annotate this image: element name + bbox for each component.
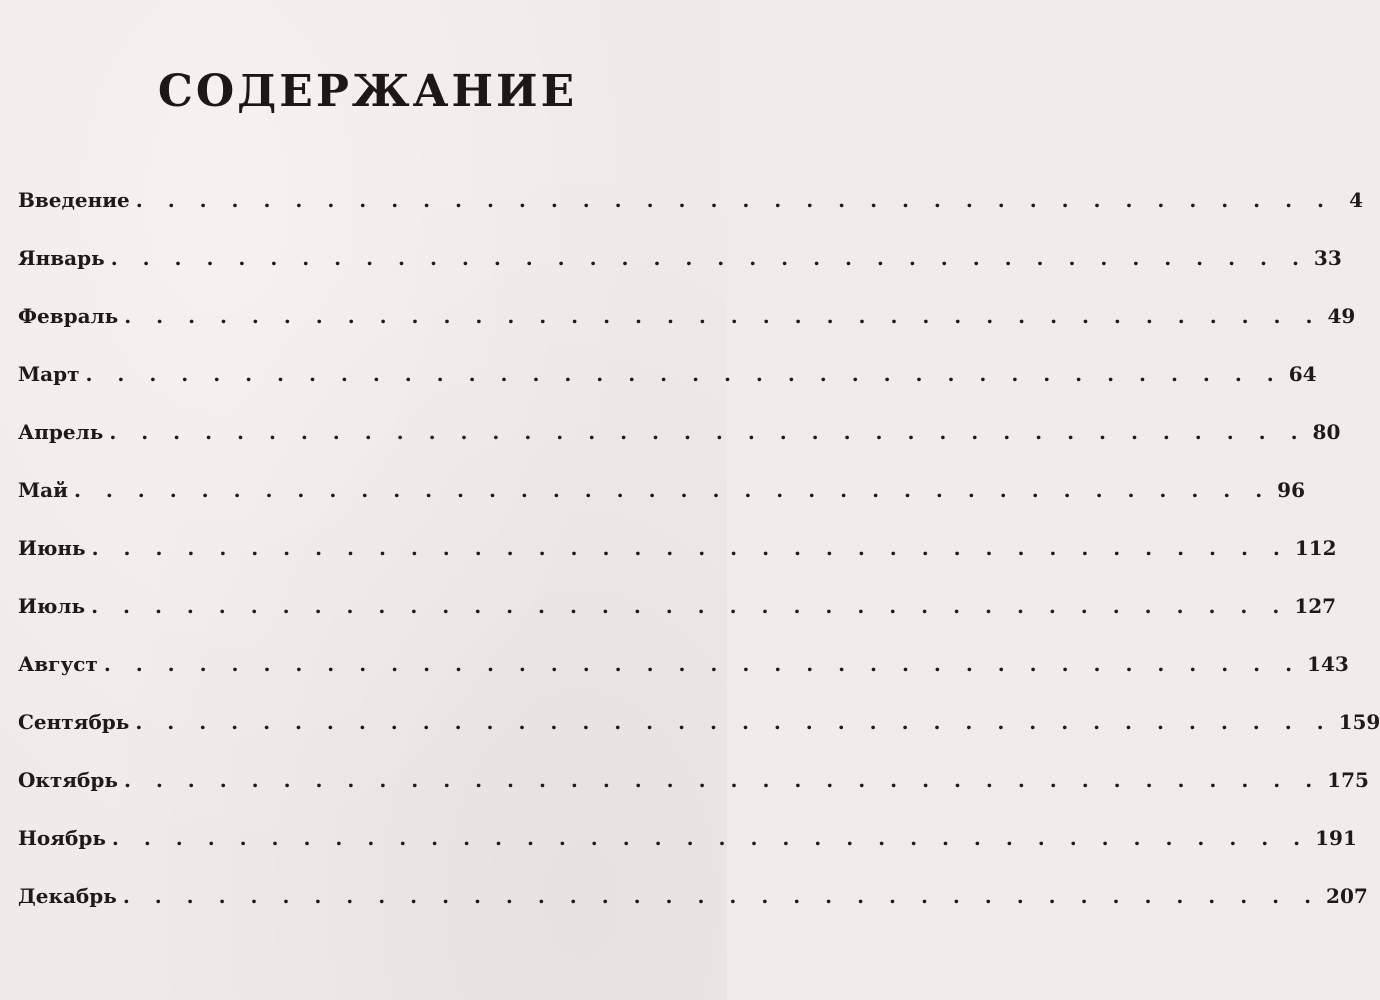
- toc-entry: [18, 826, 1357, 884]
- dot-leader: . . . . . . . . . . . . . . . . . . . . . . . . . . . . . . . . . . . . . .: [85, 362, 1283, 386]
- toc-entry-label: Август: [18, 652, 98, 676]
- dot-leader: . . . . . . . . . . . . . . . . . . . . . . . . . . . . . . . . . . . . . .: [91, 594, 1289, 618]
- dot-leader: . . . . . . . . . . . . . . . . . . . . . . . . . . . . . . . . . . . . . .: [135, 710, 1333, 734]
- page-title: СОДЕРЖАНИЕ: [157, 66, 578, 117]
- toc-entry-label: Введение: [18, 188, 130, 212]
- toc-entry: [18, 710, 1380, 768]
- toc-entry: [18, 768, 1369, 826]
- toc-entry-label: Февраль: [18, 304, 119, 328]
- toc-entry-label: Декабрь: [18, 884, 117, 908]
- toc-entry-page: 96: [1277, 478, 1305, 502]
- dot-leader: . . . . . . . . . . . . . . . . . . . . . . . . . . . . . . . . . . . . . .: [123, 768, 1322, 792]
- dot-leader: . . . . . . . . . . . . . . . . . . . . . . . . . . . . . . . . . . . . . .: [91, 536, 1289, 560]
- dot-leader: . . . . . . . . . . . . . . . . . . . . . . . . . . . . . . . . . . . . . .: [124, 304, 1322, 328]
- toc-entry-label: Май: [18, 478, 68, 502]
- toc-entry-page: 143: [1307, 652, 1349, 676]
- toc-entry-page: 191: [1315, 826, 1357, 850]
- toc-entry-page: 4: [1349, 188, 1363, 212]
- toc-entry: [18, 652, 1349, 710]
- toc-entry: [18, 884, 1368, 942]
- dot-leader: . . . . . . . . . . . . . . . . . . . . . . . . . . . . . . . . . . . . . .: [109, 420, 1307, 444]
- toc-entry-label: Март: [18, 362, 80, 386]
- toc-entry: [18, 188, 1363, 246]
- toc-entry-label: Июль: [18, 594, 86, 618]
- toc-entry-page: 80: [1312, 420, 1341, 444]
- toc-entry-page: 207: [1326, 884, 1368, 908]
- toc-entry: [18, 536, 1337, 594]
- toc-entry-page: 33: [1313, 246, 1342, 270]
- toc-entry-page: 159: [1338, 710, 1380, 734]
- toc-entry: [18, 420, 1341, 478]
- dot-leader: . . . . . . . . . . . . . . . . . . . . . . . . . . . . . . . . . . . . . .: [122, 884, 1321, 908]
- dot-leader: . . . . . . . . . . . . . . . . . . . . . . . . . . . . . . . . . . . . . .: [110, 246, 1308, 270]
- toc-entry-page: 175: [1327, 768, 1369, 792]
- dot-leader: . . . . . . . . . . . . . . . . . . . . . . . . . . . . . . . . . . . . . .: [135, 188, 1333, 212]
- toc-entry-label: Июнь: [18, 536, 86, 560]
- toc-entry-page: 127: [1294, 594, 1337, 618]
- toc-entry: [18, 478, 1305, 536]
- toc-entry-page: 49: [1327, 304, 1356, 328]
- toc-entry-label: Октябрь: [18, 768, 118, 792]
- dot-leader: . . . . . . . . . . . . . . . . . . . . . . . . . . . . . . . . . . . . . .: [103, 652, 1302, 676]
- dot-leader: . . . . . . . . . . . . . . . . . . . . . . . . . . . . . . . . . . . . . .: [73, 478, 1272, 502]
- toc-entry: [18, 304, 1356, 362]
- table-of-contents: [18, 188, 1380, 942]
- toc-entry-label: Апрель: [18, 420, 104, 444]
- toc-entry-page: 64: [1288, 362, 1317, 386]
- toc-entry-label: Январь: [18, 246, 105, 270]
- toc-entry-label: Сентябрь: [18, 710, 130, 734]
- toc-entry: [18, 246, 1342, 304]
- dot-leader: . . . . . . . . . . . . . . . . . . . . . . . . . . . . . . . . . . . . . .: [111, 826, 1310, 850]
- toc-entry: [18, 594, 1337, 652]
- toc-entry-label: Ноябрь: [18, 826, 106, 850]
- toc-entry-page: 112: [1294, 536, 1337, 560]
- toc-entry: [18, 362, 1317, 420]
